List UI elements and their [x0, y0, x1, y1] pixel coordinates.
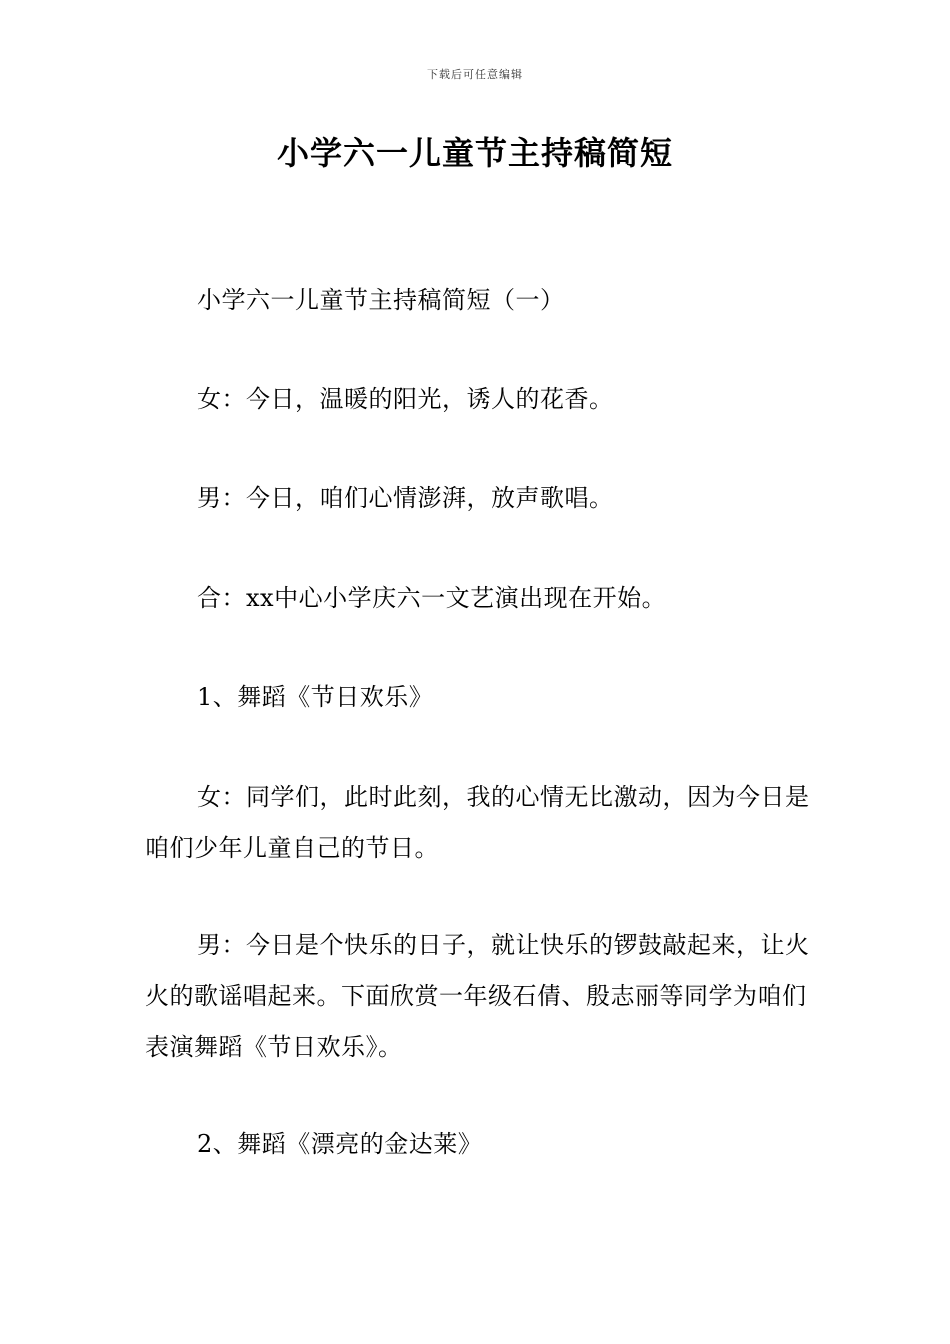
paragraph-male-line-2: 男：今日是个快乐的日子，就让快乐的锣鼓敲起来，让火火的歌谣唱起来。下面欣赏一年级石倩、殷志丽等同学为咱们表演舞蹈《节日欢乐》。 [145, 931, 810, 1061]
paragraph-female-line-1: 女：今日，温暖的阳光，诱人的花香。 [197, 385, 614, 413]
paragraph-program-2: 2、舞蹈《漂亮的金达莱》 [197, 1130, 483, 1158]
paragraph-male-line-1: 男：今日，咱们心情澎湃，放声歌唱。 [197, 484, 614, 512]
paragraph-female-line-2: 女：同学们，此时此刻，我的心情无比激动，因为今日是咱们少年儿童自己的节日。 [145, 783, 810, 862]
paragraph-program-1: 1、舞蹈《节日欢乐》 [197, 683, 434, 711]
paragraph-together-line: 合：xx中心小学庆六一文艺演出现在开始。 [197, 584, 667, 612]
paragraph-section-heading: 小学六一儿童节主持稿简短（一） [197, 286, 565, 314]
document-title: 小学六一儿童节主持稿简短 [276, 134, 673, 172]
header-note: 下载后可任意编辑 [427, 68, 523, 81]
